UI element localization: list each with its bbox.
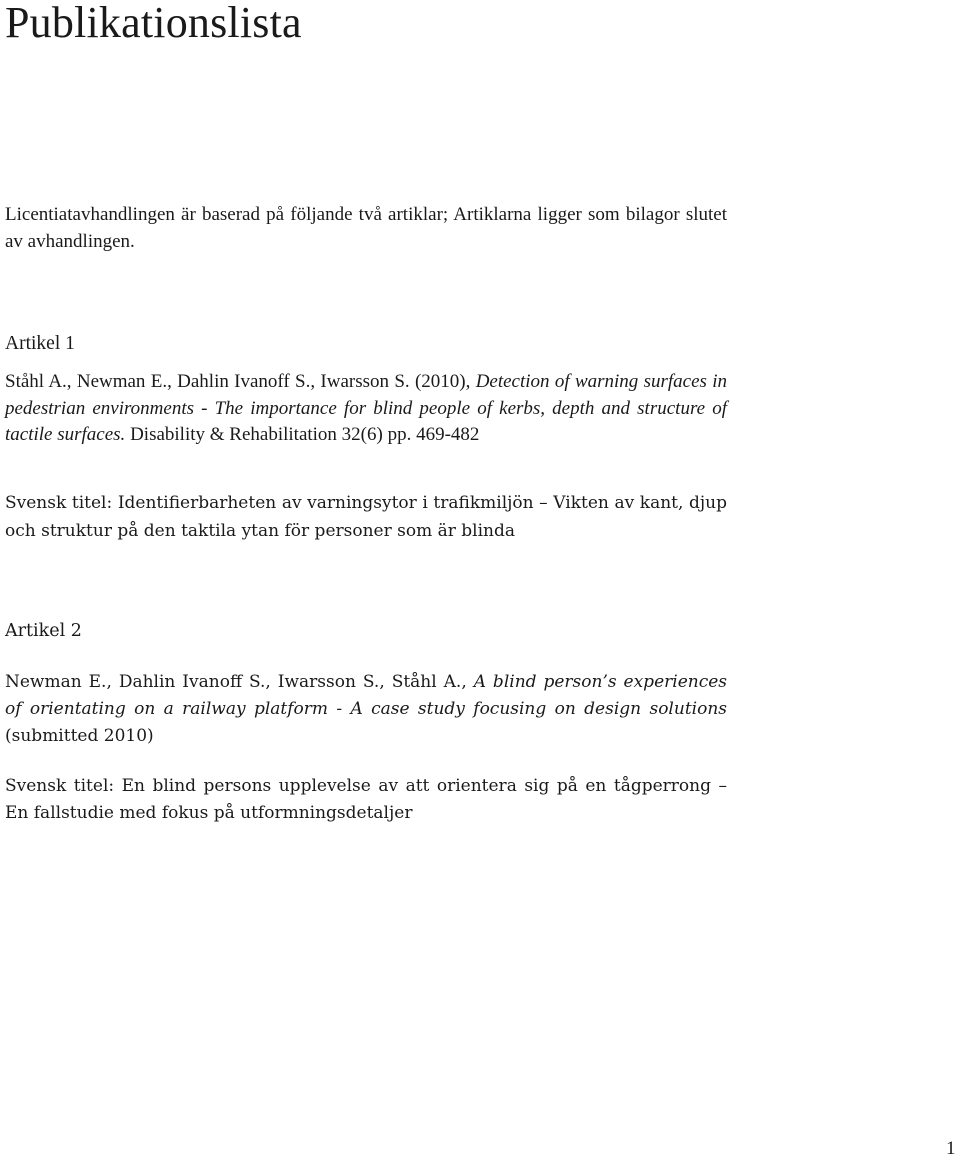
article-1-authors: Ståhl A., Newman E., Dahlin Ivanoff S., Iwarsson S. (2010),	[5, 371, 476, 392]
page-title: Publikationslista	[5, 0, 302, 47]
article-2-swedish-title: Svensk titel: En blind persons upplevelse av att orientera sig på en tågperrong – En fallstudie med fokus på utformningsdetaljer	[5, 776, 727, 823]
article-1-title: Detection of warning surfaces in pedestrian environments - The importance for blind people of kerbs, depth and structure of tactile surfaces.	[5, 371, 728, 445]
article-2-authors: Newman E., Dahlin Ivanoff S., Iwarsson S., Ståhl A.,	[5, 672, 474, 692]
article-1-journal: Disability & Rehabilitation 32(6) pp. 469-482	[125, 424, 480, 445]
article-1-heading: Artikel 1	[5, 333, 75, 354]
article-1-swedish-title: Svensk titel: Identifierbarheten av varningsytor i trafikmiljön – Vikten av kant, djup och struktur på den taktila ytan för personer som är blinda	[5, 493, 727, 541]
article-2-heading: Artikel 2	[5, 621, 82, 641]
article-2-status: (submitted 2010)	[5, 726, 154, 746]
article-2-title: A blind person’s experiences of orientating on a railway platform - A case study focusing on design solutions	[5, 672, 728, 719]
page-number: 1	[946, 1138, 956, 1159]
article-1-reference	[5, 369, 727, 449]
intro-paragraph: Licentiatavhandlingen är baserad på följande två artiklar; Artiklarna ligger som bilagor slutet av avhandlingen.	[5, 204, 727, 252]
article-2-reference	[5, 669, 727, 750]
